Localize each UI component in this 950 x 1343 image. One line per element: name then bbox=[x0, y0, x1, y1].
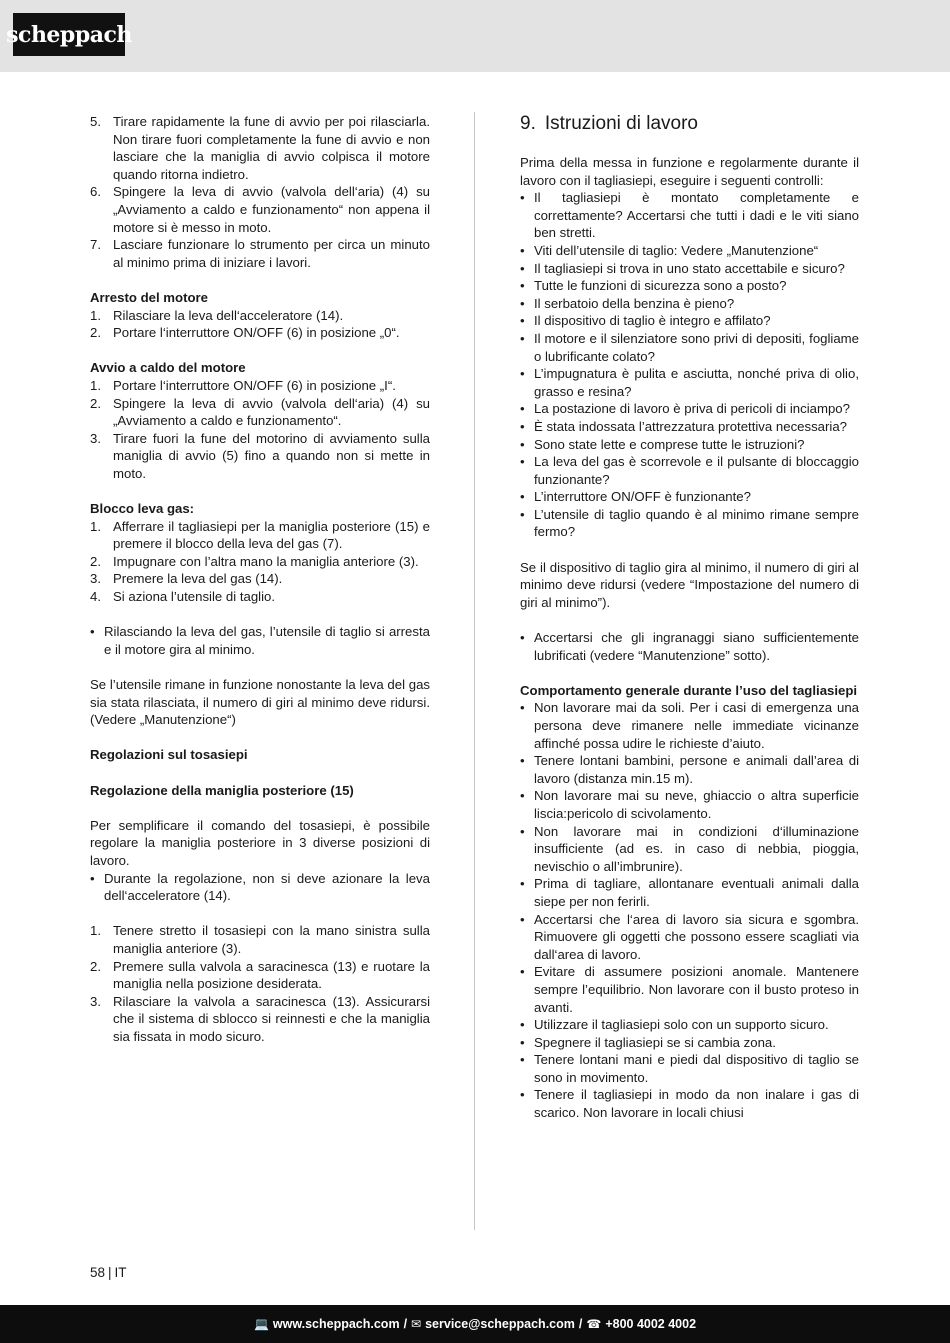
computer-icon: 💻 bbox=[253, 1317, 269, 1331]
brand-logo: scheppach bbox=[13, 13, 125, 56]
warm-start-steps-list bbox=[90, 377, 430, 483]
column-divider bbox=[474, 112, 475, 1230]
list-item bbox=[90, 430, 430, 483]
list-item bbox=[90, 113, 430, 183]
contact-separator: / bbox=[403, 1317, 408, 1331]
header-bar bbox=[0, 0, 950, 72]
list-text: Afferrare il tagliasiepi per la maniglia posteriore (15) e premere il blocco della leva del gas (7). bbox=[113, 518, 430, 552]
list-text: Tirare fuori la fune del motorino di avviamento sulla maniglia di avvio (5) fino a quando non si mette in moto. bbox=[113, 430, 430, 481]
start-steps-list bbox=[90, 113, 430, 271]
list-number: 2. bbox=[90, 325, 101, 341]
list-item: • Accertarsi che l‘area di lavoro sia sicura e sgombra. Rimuovere gli oggetti che possono essere scagliati via dall‘area di lavoro. bbox=[520, 911, 859, 964]
list-text: Rilasciare la leva dell‘acceleratore (14). bbox=[113, 307, 344, 323]
throttle-lock-steps-list bbox=[90, 518, 430, 606]
list-item bbox=[90, 307, 430, 325]
list-text: Tenere stretto il tosasiepi con la mano sinistra sulla maniglia anteriore (3). bbox=[113, 923, 430, 956]
rear-handle-heading: Regolazione della maniglia posteriore (15) bbox=[90, 782, 354, 798]
list-number: 3. bbox=[90, 571, 101, 587]
list-item: • Il serbatoio della benzina è pieno? bbox=[520, 295, 859, 313]
list-number: 4. bbox=[90, 589, 101, 605]
list-item bbox=[90, 993, 430, 1046]
throttle-release-note bbox=[90, 623, 430, 658]
list-text: Tirare rapidamente la fune di avvio per poi rilasciarla. Non tirare fuori completamente la fune di avvio e non lasciare che la maniglia di avvio colpisca il motore quando ritorna indietro. bbox=[113, 114, 430, 182]
phone-icon: ☎ bbox=[586, 1317, 602, 1331]
page-footer bbox=[90, 1265, 127, 1280]
section-heading bbox=[520, 113, 859, 135]
list-item: • L’utensile di taglio quando è al minimo rimane sempre fermo? bbox=[520, 506, 859, 541]
right-column bbox=[520, 113, 859, 1122]
list-text: Rilasciare la valvola a saracinesca (13). Assicurarsi che il sistema di sblocco si reinnesti e che la maniglia sia fissata in modo sicuro. bbox=[113, 993, 430, 1044]
bullet-item: • Durante la regolazione, non si deve azionare la leva dell‘acceleratore (14). bbox=[90, 870, 430, 905]
list-item bbox=[90, 570, 430, 588]
list-item: • Tutte le funzioni di sicurezza sono a posto? bbox=[520, 277, 859, 295]
adjustments-heading: Regolazioni sul tosasiepi bbox=[90, 747, 248, 763]
list-text: Portare l‘interruttore ON/OFF (6) in posizione „I“. bbox=[113, 377, 396, 393]
list-item bbox=[90, 236, 430, 271]
list-text: Premere la leva del gas (14). bbox=[113, 571, 283, 587]
bullet-item: • Rilasciando la leva del gas, l’utensile di taglio si arresta e il motore gira al minimo. bbox=[90, 623, 430, 658]
list-item: • L’impugnatura è pulita e asciutta, nonché priva di olio, grasso e resina? bbox=[520, 365, 859, 400]
list-item: • L’interruttore ON/OFF è funzionante? bbox=[520, 488, 859, 506]
list-text: Spingere la leva di avvio (valvola dell‘aria) (4) su „Avviamento a caldo e funzionamento“. bbox=[113, 395, 430, 429]
list-number: 6. bbox=[90, 184, 101, 200]
list-item: • Non lavorare mai da soli. Per i casi di emergenza una persona deve rimanere nelle immediate vicinanze affinché possa udire le richieste d’aiuto. bbox=[520, 699, 859, 752]
section-title: Istruzioni di lavoro bbox=[544, 113, 698, 134]
list-item bbox=[90, 324, 430, 342]
list-item bbox=[90, 183, 430, 236]
stop-engine-heading: Arresto del motore bbox=[90, 289, 208, 305]
general-behaviour-list bbox=[520, 699, 859, 1121]
stop-steps-list bbox=[90, 307, 430, 342]
list-item: • Spegnere il tagliasiepi se si cambia zona. bbox=[520, 1034, 859, 1052]
list-item bbox=[90, 377, 430, 395]
list-item bbox=[90, 395, 430, 430]
list-item: • Tenere lontani bambini, persone e animali dall’area di lavoro (distanza min.15 m). bbox=[520, 752, 859, 787]
website-link[interactable]: www.scheppach.com bbox=[272, 1317, 400, 1331]
list-item: • Non lavorare mai in condizioni d‘illuminazione insufficiente (ad es. in caso di nebbia, pioggia, nevischio o all’imbrunire). bbox=[520, 823, 859, 876]
throttle-lock-heading: Blocco leva gas: bbox=[90, 501, 195, 517]
list-item: • Sono state lette e comprese tutte le istruzioni? bbox=[520, 436, 859, 454]
page-separator: | bbox=[108, 1265, 112, 1280]
list-number: 3. bbox=[90, 430, 101, 446]
list-text: Portare l‘interruttore ON/OFF (6) in posizione „0“. bbox=[113, 325, 400, 341]
list-number: 2. bbox=[90, 395, 101, 411]
contact-separator: / bbox=[578, 1317, 583, 1331]
phone-number: +800 4002 4002 bbox=[605, 1317, 697, 1331]
page-number: 58 bbox=[90, 1265, 106, 1280]
checks-intro: Prima della messa in funzione e regolarmente durante il lavoro con il tagliasiepi, eseguire i seguenti controlli: bbox=[520, 155, 859, 188]
list-item: • Il dispositivo di taglio è integro e affilato? bbox=[520, 312, 859, 330]
list-item: • Il tagliasiepi è montato completamente e correttamente? Accertarsi che tutti i dadi e le viti siano ben stretti. bbox=[520, 189, 859, 242]
list-number: 5. bbox=[90, 114, 101, 129]
list-text: Spingere la leva di avvio (valvola dell‘aria) (4) su „Avviamento a caldo e funzionamento“ non appena il motore si è messo in moto. bbox=[113, 184, 430, 235]
list-text: Si aziona l’utensile di taglio. bbox=[113, 589, 276, 605]
warm-start-heading: Avvio a caldo del motore bbox=[90, 360, 246, 376]
list-number: 7. bbox=[90, 237, 101, 253]
mail-icon: ✉ bbox=[411, 1317, 422, 1331]
list-item: • Non lavorare mai su neve, ghiaccio o altra superficie liscia:pericolo di scivolamento. bbox=[520, 787, 859, 822]
section-number: 9. bbox=[520, 113, 536, 134]
list-text: Premere sulla valvola a saracinesca (13) e ruotare la maniglia nella posizione desiderata. bbox=[113, 958, 430, 992]
idle-speed-paragraph: Se l’utensile rimane in funzione nonostante la leva del gas sia stata rilasciata, il numero di giri al minimo deve ridursi. (Vedere „Manutenzione“) bbox=[90, 677, 430, 728]
list-item: • La leva del gas è scorrevole e il pulsante di bloccaggio funzionante? bbox=[520, 453, 859, 488]
list-number: 1. bbox=[90, 518, 101, 534]
list-item: • La postazione di lavoro è priva di pericoli di inciampo? bbox=[520, 400, 859, 418]
list-number: 3. bbox=[90, 993, 101, 1009]
list-item: • Tenere il tagliasiepi in modo da non inalare i gas di scarico. Non lavorare in locali chiusi bbox=[520, 1086, 859, 1121]
list-item bbox=[90, 922, 430, 957]
gear-lubrication-note bbox=[520, 629, 859, 664]
idle-cutting-paragraph: Se il dispositivo di taglio gira al minimo, il numero di giri al minimo deve ridursi (vedere “Impostazione del numero di giri al minimo”). bbox=[520, 559, 859, 610]
list-item: • È stata indossata l’attrezzatura protettiva necessaria? bbox=[520, 418, 859, 436]
list-item bbox=[90, 588, 430, 606]
left-column bbox=[90, 113, 430, 1045]
list-text: Impugnare con l’altra mano la maniglia anteriore (3). bbox=[113, 553, 419, 569]
list-item bbox=[90, 958, 430, 993]
list-item: • Prima di tagliare, allontanare eventuali animali dalla siepe per non ferirli. bbox=[520, 875, 859, 910]
list-number: 1. bbox=[90, 923, 101, 939]
list-number: 2. bbox=[90, 958, 101, 974]
list-item: • Viti dell’utensile di taglio: Vedere „Manutenzione“ bbox=[520, 242, 859, 260]
list-number: 1. bbox=[90, 377, 101, 393]
rear-handle-note bbox=[90, 870, 430, 905]
language-code: IT bbox=[114, 1265, 127, 1280]
rear-handle-paragraph: Per semplificare il comando del tosasiepi, è possibile regolare la maniglia posteriore in 3 diverse posizioni di lavoro. bbox=[90, 817, 430, 868]
general-behaviour-heading: Comportamento generale durante l’uso del tagliasiepi bbox=[520, 682, 858, 698]
list-number: 2. bbox=[90, 553, 101, 569]
list-item: • Il motore e il silenziatore sono privi di depositi, fogliame o lubrificante colato? bbox=[520, 330, 859, 365]
rear-handle-steps-list bbox=[90, 922, 430, 1045]
list-item bbox=[90, 553, 430, 571]
list-item: • Il tagliasiepi si trova in uno stato accettabile e sicuro? bbox=[520, 260, 859, 278]
list-item bbox=[90, 518, 430, 553]
list-text: Lasciare funzionare lo strumento per circa un minuto al minimo prima di iniziare i lavori. bbox=[113, 237, 430, 270]
list-item: • Tenere lontani mani e piedi dal dispositivo di taglio se sono in movimento. bbox=[520, 1051, 859, 1086]
bullet-item: • Accertarsi che gli ingranaggi siano sufficientemente lubrificati (vedere “Manutenzione” sotto). bbox=[520, 629, 859, 664]
list-number: 1. bbox=[90, 307, 101, 323]
list-item: • Evitare di assumere posizioni anomale. Mantenere sempre l’equilibrio. Non lavorare con il busto proteso in avanti. bbox=[520, 963, 859, 1016]
list-item: • Utilizzare il tagliasiepi solo con un supporto sicuro. bbox=[520, 1016, 859, 1034]
email-link[interactable]: service@scheppach.com bbox=[425, 1317, 575, 1331]
contact-bar bbox=[0, 1305, 950, 1343]
checks-list bbox=[520, 189, 859, 541]
